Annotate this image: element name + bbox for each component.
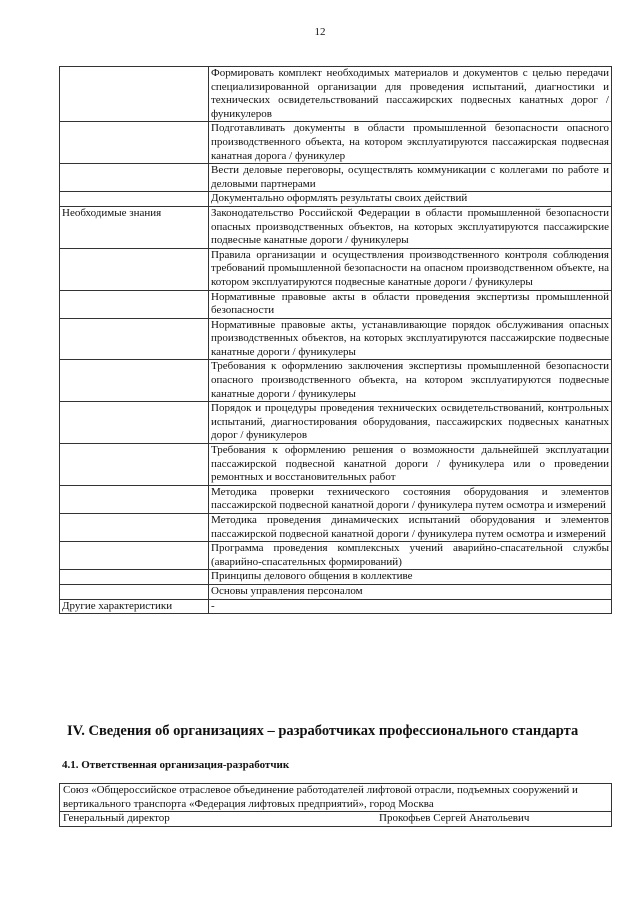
row-item: Вести деловые переговоры, осуществлять коммуникации с коллегами по работе и деловыми партнерами (209, 164, 612, 192)
row-label (60, 485, 209, 513)
row-item: Требования к оформлению заключения экспертизы промышленной безопасности опасного производственного объекта, на котором эксплуатируются подвесные канатные дороги / фуникулеры (209, 360, 612, 402)
knowledge-row (60, 584, 612, 599)
director-title: Генеральный директор (63, 812, 170, 825)
row-label (60, 192, 209, 207)
row-label (60, 248, 209, 290)
row-label (60, 584, 209, 599)
director-row (60, 812, 612, 827)
row-item: Порядок и процедуры проведения технических освидетельствований, контрольных испытаний, диагностирования оборудования, пассажирских подвесных канатных дорог / фуникулеров (209, 402, 612, 444)
row-label (60, 444, 209, 486)
row-label: Необходимые знания (60, 206, 209, 248)
row-label (60, 67, 209, 122)
row-item: Подготавливать документы в области промышленной безопасности опасного производственного объекта, на котором эксплуатируются пассажирская подвесная канатная дорога / фуникулер (209, 122, 612, 164)
row-item: Законодательство Российской Федерации в области промышленной безопасности опасных производственных объектов, на которых эксплуатируются пассажирские подвесные канатные дороги / фуникулеры (209, 206, 612, 248)
row-item: Правила организации и осуществления производственного контроля соблюдения требований промышленной безопасности на опасном производственном объекте, на котором эксплуатируются подвесные канатные дороги / фуникулеры (209, 248, 612, 290)
row-item: Нормативные правовые акты в области проведения экспертизы промышленной безопасности (209, 290, 612, 318)
knowledge-row (60, 542, 612, 570)
section-4-heading: IV. Сведения об организациях – разработчиках профессионального стандарта (67, 723, 579, 739)
row-item: - (209, 599, 612, 614)
knowledge-row (60, 248, 612, 290)
row-label (60, 122, 209, 164)
row-label (60, 290, 209, 318)
row-item: Основы управления персоналом (209, 584, 612, 599)
row-item: Нормативные правовые акты, устанавливающие порядок обслуживания опасных производственных объектов, на которых эксплуатируются пассажирские подвесные канатные дороги / фуникулеры (209, 318, 612, 360)
knowledge-row (60, 444, 612, 486)
knowledge-row (60, 514, 612, 542)
knowledge-row (60, 402, 612, 444)
requirements-table (59, 66, 612, 614)
skill-row (60, 164, 612, 192)
skill-row (60, 67, 612, 122)
knowledge-row (60, 318, 612, 360)
organization-name: Союз «Общероссийское отраслевое объединение работодателей лифтовой отрасли, подъемных сооружений и вертикального транспорта «Федерация лифтовых предприятий», город Москва (60, 784, 612, 812)
row-label (60, 360, 209, 402)
knowledge-row (60, 206, 612, 248)
row-label (60, 164, 209, 192)
director-cell (60, 812, 612, 827)
knowledge-row (60, 570, 612, 585)
row-label: Другие характеристики (60, 599, 209, 614)
knowledge-row (60, 290, 612, 318)
row-label (60, 514, 209, 542)
row-item: Формировать комплект необходимых материалов и документов с целью передачи специализированной организации для проведения испытаний, диагностики и технических освидетельствований пассажирских подвесных канатных дорог / фуникулеров (209, 67, 612, 122)
row-item: Требования к оформлению решения о возможности дальнейшей эксплуатации пассажирской подвесной канатной дороги / фуникулера или о проведении ремонтных и восстановительных работ (209, 444, 612, 486)
row-label (60, 318, 209, 360)
other-characteristics-row (60, 599, 612, 614)
row-label (60, 542, 209, 570)
row-item: Документально оформлять результаты своих действий (209, 192, 612, 207)
page-number: 12 (314, 26, 326, 38)
row-label (60, 570, 209, 585)
director-name: Прокофьев Сергей Анатольевич (379, 812, 530, 825)
row-label (60, 402, 209, 444)
knowledge-row (60, 485, 612, 513)
row-item: Принципы делового общения в коллективе (209, 570, 612, 585)
section-4-1-heading: 4.1. Ответственная организация-разработчик (62, 759, 290, 771)
row-item: Программа проведения комплексных учений аварийно-спасательной службы (аварийно-спасательных формирований) (209, 542, 612, 570)
organization-table (59, 783, 612, 827)
organization-row (60, 784, 612, 812)
skill-row (60, 122, 612, 164)
skill-row (60, 192, 612, 207)
row-item: Методика проверки технического состояния оборудования и элементов пассажирской подвесной канатной дороги / фуникулера путем осмотра и измерений (209, 485, 612, 513)
row-item: Методика проведения динамических испытаний оборудования и элементов пассажирской подвесной канатной дороги / фуникулера путем осмотра и измерений (209, 514, 612, 542)
knowledge-row (60, 360, 612, 402)
